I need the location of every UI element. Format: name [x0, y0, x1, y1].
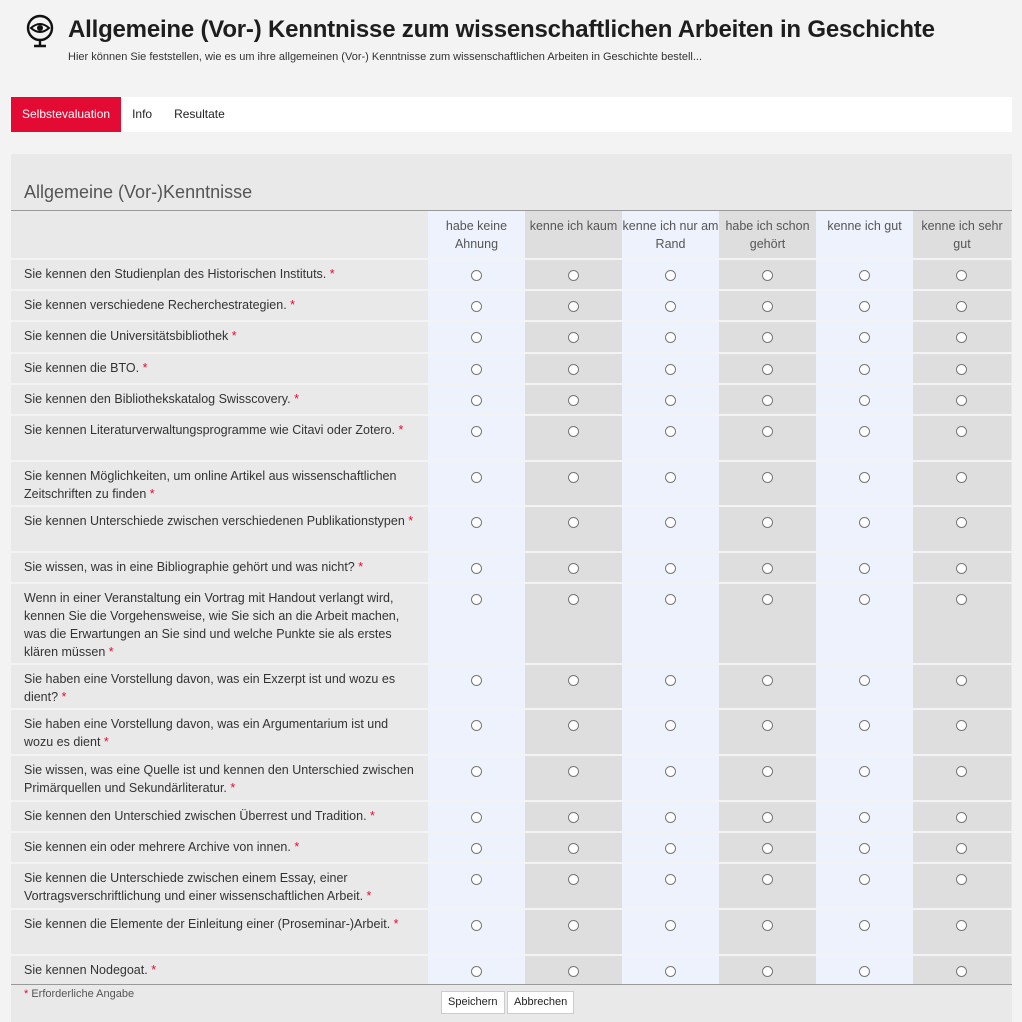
radio-3[interactable]: [665, 301, 676, 312]
radio-5[interactable]: [859, 812, 870, 823]
answer-cell: [913, 910, 1011, 954]
table-row: [11, 551, 1012, 582]
radio-5[interactable]: [859, 395, 870, 406]
tab-info[interactable]: Info: [132, 107, 153, 121]
answer-cell: [719, 910, 816, 954]
required-marker: *: [149, 487, 155, 501]
radio-2[interactable]: [568, 766, 579, 777]
table-row: [11, 258, 1012, 289]
answer-cell: [913, 665, 1011, 708]
answer-cell: [525, 385, 622, 414]
answer-cell: [622, 584, 719, 663]
radio-4[interactable]: [762, 270, 773, 281]
tab-resultate[interactable]: Resultate: [174, 107, 225, 121]
answer-cell: [913, 507, 1011, 551]
radio-2[interactable]: [568, 594, 579, 605]
radio-2[interactable]: [568, 270, 579, 281]
answer-cell: [525, 416, 622, 460]
radio-5[interactable]: [859, 472, 870, 483]
radio-1[interactable]: [471, 301, 482, 312]
answer-cell: [719, 354, 816, 383]
answer-cell: [719, 584, 816, 663]
radio-2[interactable]: [568, 395, 579, 406]
answer-cell: [816, 802, 913, 831]
tab-bar: [11, 97, 1012, 132]
required-note: * Erforderliche Angabe: [24, 988, 135, 1000]
table-row: [11, 505, 1012, 551]
radio-3[interactable]: [665, 812, 676, 823]
radio-4[interactable]: [762, 563, 773, 574]
required-marker: *: [366, 889, 372, 903]
answer-cell: [622, 260, 719, 289]
radio-4[interactable]: [762, 812, 773, 823]
divider: [11, 984, 1012, 985]
answer-cell: [428, 802, 525, 831]
table-row: [11, 460, 1012, 505]
answer-cell: [816, 833, 913, 862]
radio-6[interactable]: [956, 675, 967, 686]
radio-1[interactable]: [471, 594, 482, 605]
answer-cell: [525, 956, 622, 984]
radio-4[interactable]: [762, 301, 773, 312]
radio-6[interactable]: [956, 270, 967, 281]
radio-2[interactable]: [568, 874, 579, 885]
radio-3[interactable]: [665, 472, 676, 483]
radio-1[interactable]: [471, 563, 482, 574]
page-subtitle: Hier können Sie feststellen, wie es um ihre allgemeinen (Vor-) Kenntnisse zum wissenschaftlichen Arbeiten in Geschichte bestell...: [68, 51, 703, 63]
answer-cell: [913, 802, 1011, 831]
answer-cell: [719, 507, 816, 551]
radio-3[interactable]: [665, 843, 676, 854]
radio-5[interactable]: [859, 332, 870, 343]
answer-cell: [428, 260, 525, 289]
radio-5[interactable]: [859, 766, 870, 777]
tab-selbstevaluation[interactable]: Selbstevaluation: [11, 97, 121, 132]
answer-cell: [719, 956, 816, 984]
radio-3[interactable]: [665, 766, 676, 777]
radio-1[interactable]: [471, 517, 482, 528]
radio-5[interactable]: [859, 364, 870, 375]
radio-4[interactable]: [762, 966, 773, 977]
radio-1[interactable]: [471, 766, 482, 777]
answer-cell: [622, 956, 719, 984]
radio-3[interactable]: [665, 563, 676, 574]
radio-1[interactable]: [471, 812, 482, 823]
required-marker: *: [294, 840, 300, 854]
required-marker: *: [370, 809, 375, 823]
table-row: [11, 414, 1012, 460]
radio-1[interactable]: [471, 920, 482, 931]
answer-cell: [719, 462, 816, 505]
answer-cell: [428, 507, 525, 551]
required-marker: *: [151, 963, 157, 977]
answer-cell: [719, 291, 816, 320]
answer-cell: [719, 260, 816, 289]
answer-cell: [719, 385, 816, 414]
table-row: [11, 582, 1012, 663]
answer-cell: [816, 710, 913, 754]
question-label: Sie kennen den Studienplan des Historischen Instituts. *: [24, 267, 335, 281]
answer-cell: [525, 710, 622, 754]
question-label: Sie kennen Nodegoat. *: [24, 963, 157, 977]
radio-6[interactable]: [956, 301, 967, 312]
radio-4[interactable]: [762, 675, 773, 686]
radio-1[interactable]: [471, 843, 482, 854]
radio-2[interactable]: [568, 720, 579, 731]
radio-6[interactable]: [956, 517, 967, 528]
table-row: [11, 708, 1012, 754]
radio-4[interactable]: [762, 766, 773, 777]
radio-2[interactable]: [568, 517, 579, 528]
answer-cell: [622, 710, 719, 754]
answer-cell: [816, 910, 913, 954]
table-row: [11, 320, 1012, 352]
radio-6[interactable]: [956, 332, 967, 343]
table-row: [11, 663, 1012, 708]
question-label: Sie kennen Literaturverwaltungsprogramme wie Citavi oder Zotero. *: [24, 423, 404, 437]
answer-cell: [622, 665, 719, 708]
radio-3[interactable]: [665, 966, 676, 977]
radio-3[interactable]: [665, 332, 676, 343]
answer-cell: [525, 833, 622, 862]
radio-1[interactable]: [471, 395, 482, 406]
question-label: Sie kennen den Bibliothekskatalog Swisscovery. *: [24, 392, 299, 406]
radio-3[interactable]: [665, 594, 676, 605]
question-label: Sie kennen die Unterschiede zwischen einem Essay, einer Vortragsverschriftlichung und einer wissenschaftlichen Arbeit. *: [24, 871, 372, 903]
radio-6[interactable]: [956, 472, 967, 483]
radio-6[interactable]: [956, 966, 967, 977]
radio-3[interactable]: [665, 270, 676, 281]
answer-cell: [913, 462, 1011, 505]
question-label: Sie kennen ein oder mehrere Archive von innen. *: [24, 840, 300, 854]
required-marker: *: [329, 267, 335, 281]
answer-cell: [816, 385, 913, 414]
question-label: Wenn in einer Veranstaltung ein Vortrag mit Handout verlangt wird, kennen Sie die Vorgehensweise, wie Sie sich an die Arbeit machen, was die Erwartungen an Sie sind und welche Punkte sie als erstes klären müssen *: [24, 591, 400, 659]
radio-2[interactable]: [568, 426, 579, 437]
required-marker: *: [231, 329, 237, 343]
answer-cell: [622, 322, 719, 352]
answer-cell: [816, 584, 913, 663]
answer-cell: [719, 416, 816, 460]
required-marker: *: [61, 690, 67, 704]
required-marker: *: [358, 560, 364, 574]
radio-6[interactable]: [956, 720, 967, 731]
radio-1[interactable]: [471, 675, 482, 686]
answer-cell: [816, 260, 913, 289]
column-header: kenne ich gut: [816, 211, 913, 258]
radio-2[interactable]: [568, 675, 579, 686]
answer-cell: [622, 553, 719, 582]
required-marker: *: [294, 392, 299, 406]
answer-cell: [428, 910, 525, 954]
table-row: [11, 289, 1012, 320]
answer-cell: [525, 462, 622, 505]
answer-cell: [913, 385, 1011, 414]
answer-cell: [622, 864, 719, 908]
answer-cell: [622, 416, 719, 460]
radio-6[interactable]: [956, 594, 967, 605]
answer-cell: [428, 462, 525, 505]
radio-3[interactable]: [665, 874, 676, 885]
radio-3[interactable]: [665, 720, 676, 731]
answer-cell: [622, 354, 719, 383]
radio-4[interactable]: [762, 426, 773, 437]
question-label: Sie kennen verschiedene Recherchestrategien. *: [24, 298, 296, 312]
radio-1[interactable]: [471, 472, 482, 483]
radio-2[interactable]: [568, 472, 579, 483]
radio-6[interactable]: [956, 395, 967, 406]
answer-cell: [816, 462, 913, 505]
question-label: Sie kennen die BTO. *: [24, 361, 148, 375]
answer-cell: [816, 756, 913, 800]
radio-1[interactable]: [471, 966, 482, 977]
answer-cell: [622, 462, 719, 505]
required-marker: *: [408, 514, 414, 528]
table-row: [11, 800, 1012, 831]
radio-6[interactable]: [956, 563, 967, 574]
answer-cell: [816, 291, 913, 320]
column-header: habe keine Ahnung: [428, 211, 525, 258]
section-title: Allgemeine (Vor-)Kenntnisse: [24, 182, 253, 202]
answer-cell: [428, 416, 525, 460]
required-marker: *: [398, 423, 404, 437]
answer-cell: [719, 864, 816, 908]
answer-cell: [525, 322, 622, 352]
radio-6[interactable]: [956, 766, 967, 777]
table-row: [11, 862, 1012, 908]
radio-6[interactable]: [956, 874, 967, 885]
answer-cell: [525, 507, 622, 551]
answer-cell: [428, 584, 525, 663]
answer-cell: [816, 864, 913, 908]
answer-cell: [525, 756, 622, 800]
radio-1[interactable]: [471, 364, 482, 375]
column-header: kenne ich nur am Rand: [622, 211, 719, 258]
answer-cell: [719, 553, 816, 582]
radio-5[interactable]: [859, 594, 870, 605]
required-marker: *: [103, 735, 109, 749]
radio-5[interactable]: [859, 426, 870, 437]
table-row: [11, 908, 1012, 954]
radio-1[interactable]: [471, 874, 482, 885]
table-row: [11, 954, 1012, 984]
radio-4[interactable]: [762, 364, 773, 375]
radio-5[interactable]: [859, 301, 870, 312]
question-label: Sie wissen, was in eine Bibliographie gehört und was nicht? *: [24, 560, 364, 574]
radio-3[interactable]: [665, 395, 676, 406]
radio-2[interactable]: [568, 843, 579, 854]
question-label: Sie kennen Möglichkeiten, um online Artikel aus wissenschaftlichen Zeitschriften zu finden *: [24, 469, 397, 501]
answer-cell: [428, 322, 525, 352]
radio-1[interactable]: [471, 332, 482, 343]
radio-4[interactable]: [762, 920, 773, 931]
answer-cell: [913, 756, 1011, 800]
answer-cell: [816, 322, 913, 352]
radio-5[interactable]: [859, 270, 870, 281]
radio-5[interactable]: [859, 874, 870, 885]
cancel-button[interactable]: Abbrechen: [507, 991, 574, 1014]
required-marker: *: [393, 917, 399, 931]
answer-cell: [525, 584, 622, 663]
radio-4[interactable]: [762, 720, 773, 731]
radio-5[interactable]: [859, 720, 870, 731]
radio-2[interactable]: [568, 364, 579, 375]
answer-cell: [719, 710, 816, 754]
radio-3[interactable]: [665, 675, 676, 686]
radio-5[interactable]: [859, 843, 870, 854]
question-label: Sie kennen den Unterschied zwischen Überrest und Tradition. *: [24, 809, 375, 823]
radio-6[interactable]: [956, 364, 967, 375]
answer-cell: [816, 416, 913, 460]
answer-cell: [913, 864, 1011, 908]
answer-cell: [428, 756, 525, 800]
answer-cell: [719, 802, 816, 831]
answer-cell: [913, 260, 1011, 289]
answer-cell: [428, 385, 525, 414]
answer-cell: [913, 354, 1011, 383]
radio-5[interactable]: [859, 966, 870, 977]
answer-cell: [428, 553, 525, 582]
answer-cell: [428, 710, 525, 754]
table-row: [11, 383, 1012, 414]
radio-6[interactable]: [956, 843, 967, 854]
required-marker: *: [290, 298, 296, 312]
radio-5[interactable]: [859, 517, 870, 528]
answer-cell: [525, 553, 622, 582]
answer-cell: [428, 291, 525, 320]
answer-cell: [816, 354, 913, 383]
answer-cell: [719, 322, 816, 352]
question-label: Sie kennen die Elemente der Einleitung einer (Proseminar-)Arbeit. *: [24, 917, 399, 931]
answer-cell: [622, 385, 719, 414]
radio-2[interactable]: [568, 563, 579, 574]
answer-cell: [622, 291, 719, 320]
answer-cell: [719, 665, 816, 708]
question-label: Sie wissen, was eine Quelle ist und kennen den Unterschied zwischen Primärquellen und Sekundärliteratur. *: [24, 763, 414, 795]
answer-cell: [913, 956, 1011, 984]
answer-cell: [622, 802, 719, 831]
required-marker: *: [108, 645, 114, 659]
evaluation-form: [11, 154, 1012, 1022]
question-label: Sie haben eine Vorstellung davon, was ein Argumentarium ist und wozu es dient *: [24, 717, 389, 749]
answer-cell: [525, 291, 622, 320]
radio-4[interactable]: [762, 517, 773, 528]
radio-3[interactable]: [665, 364, 676, 375]
answer-cell: [622, 756, 719, 800]
radio-2[interactable]: [568, 301, 579, 312]
radio-2[interactable]: [568, 966, 579, 977]
required-marker: *: [142, 361, 148, 375]
table-row: [11, 754, 1012, 800]
radio-1[interactable]: [471, 270, 482, 281]
answer-cell: [525, 864, 622, 908]
answer-cell: [913, 322, 1011, 352]
question-label: Sie haben eine Vorstellung davon, was ein Exzerpt ist und wozu es dient? *: [24, 672, 396, 704]
radio-3[interactable]: [665, 920, 676, 931]
radio-2[interactable]: [568, 920, 579, 931]
column-header: kenne ich kaum: [525, 211, 622, 258]
radio-2[interactable]: [568, 812, 579, 823]
answer-cell: [622, 910, 719, 954]
radio-3[interactable]: [665, 517, 676, 528]
answer-cell: [525, 910, 622, 954]
radio-4[interactable]: [762, 843, 773, 854]
answer-cell: [816, 665, 913, 708]
answer-cell: [525, 260, 622, 289]
question-label: Sie kennen die Universitätsbibliothek *: [24, 329, 237, 343]
radio-6[interactable]: [956, 812, 967, 823]
radio-2[interactable]: [568, 332, 579, 343]
question-label: Sie kennen Unterschiede zwischen verschiedenen Publikationstypen *: [24, 514, 414, 528]
radio-4[interactable]: [762, 332, 773, 343]
page-title: Allgemeine (Vor-) Kenntnisse zum wissenschaftlichen Arbeiten in Geschichte: [68, 16, 935, 43]
answer-cell: [913, 553, 1011, 582]
answer-cell: [719, 833, 816, 862]
answer-cell: [816, 507, 913, 551]
answer-cell: [816, 553, 913, 582]
answer-cell: [428, 354, 525, 383]
answer-cell: [913, 416, 1011, 460]
answer-cell: [428, 665, 525, 708]
answer-cell: [913, 584, 1011, 663]
answer-cell: [622, 833, 719, 862]
answer-cell: [913, 710, 1011, 754]
radio-6[interactable]: [956, 426, 967, 437]
radio-4[interactable]: [762, 594, 773, 605]
table-row: [11, 352, 1012, 383]
answer-cell: [525, 802, 622, 831]
radio-3[interactable]: [665, 426, 676, 437]
answer-cell: [428, 833, 525, 862]
answer-cell: [816, 956, 913, 984]
radio-5[interactable]: [859, 675, 870, 686]
answer-cell: [525, 665, 622, 708]
radio-1[interactable]: [471, 720, 482, 731]
save-button[interactable]: Speichern: [441, 991, 505, 1014]
answer-cell: [913, 291, 1011, 320]
radio-6[interactable]: [956, 920, 967, 931]
radio-1[interactable]: [471, 426, 482, 437]
column-header: kenne ich sehr gut: [913, 211, 1011, 258]
answer-cell: [428, 864, 525, 908]
radio-5[interactable]: [859, 920, 870, 931]
radio-4[interactable]: [762, 472, 773, 483]
radio-5[interactable]: [859, 563, 870, 574]
answer-cell: [719, 756, 816, 800]
radio-4[interactable]: [762, 874, 773, 885]
table-row: [11, 831, 1012, 862]
answer-cell: [622, 507, 719, 551]
answer-cell: [428, 956, 525, 984]
required-marker: *: [230, 781, 236, 795]
radio-4[interactable]: [762, 395, 773, 406]
column-header: habe ich schon gehört: [719, 211, 816, 258]
self-evaluation-icon: [22, 14, 58, 50]
answer-cell: [913, 833, 1011, 862]
answer-cell: [525, 354, 622, 383]
